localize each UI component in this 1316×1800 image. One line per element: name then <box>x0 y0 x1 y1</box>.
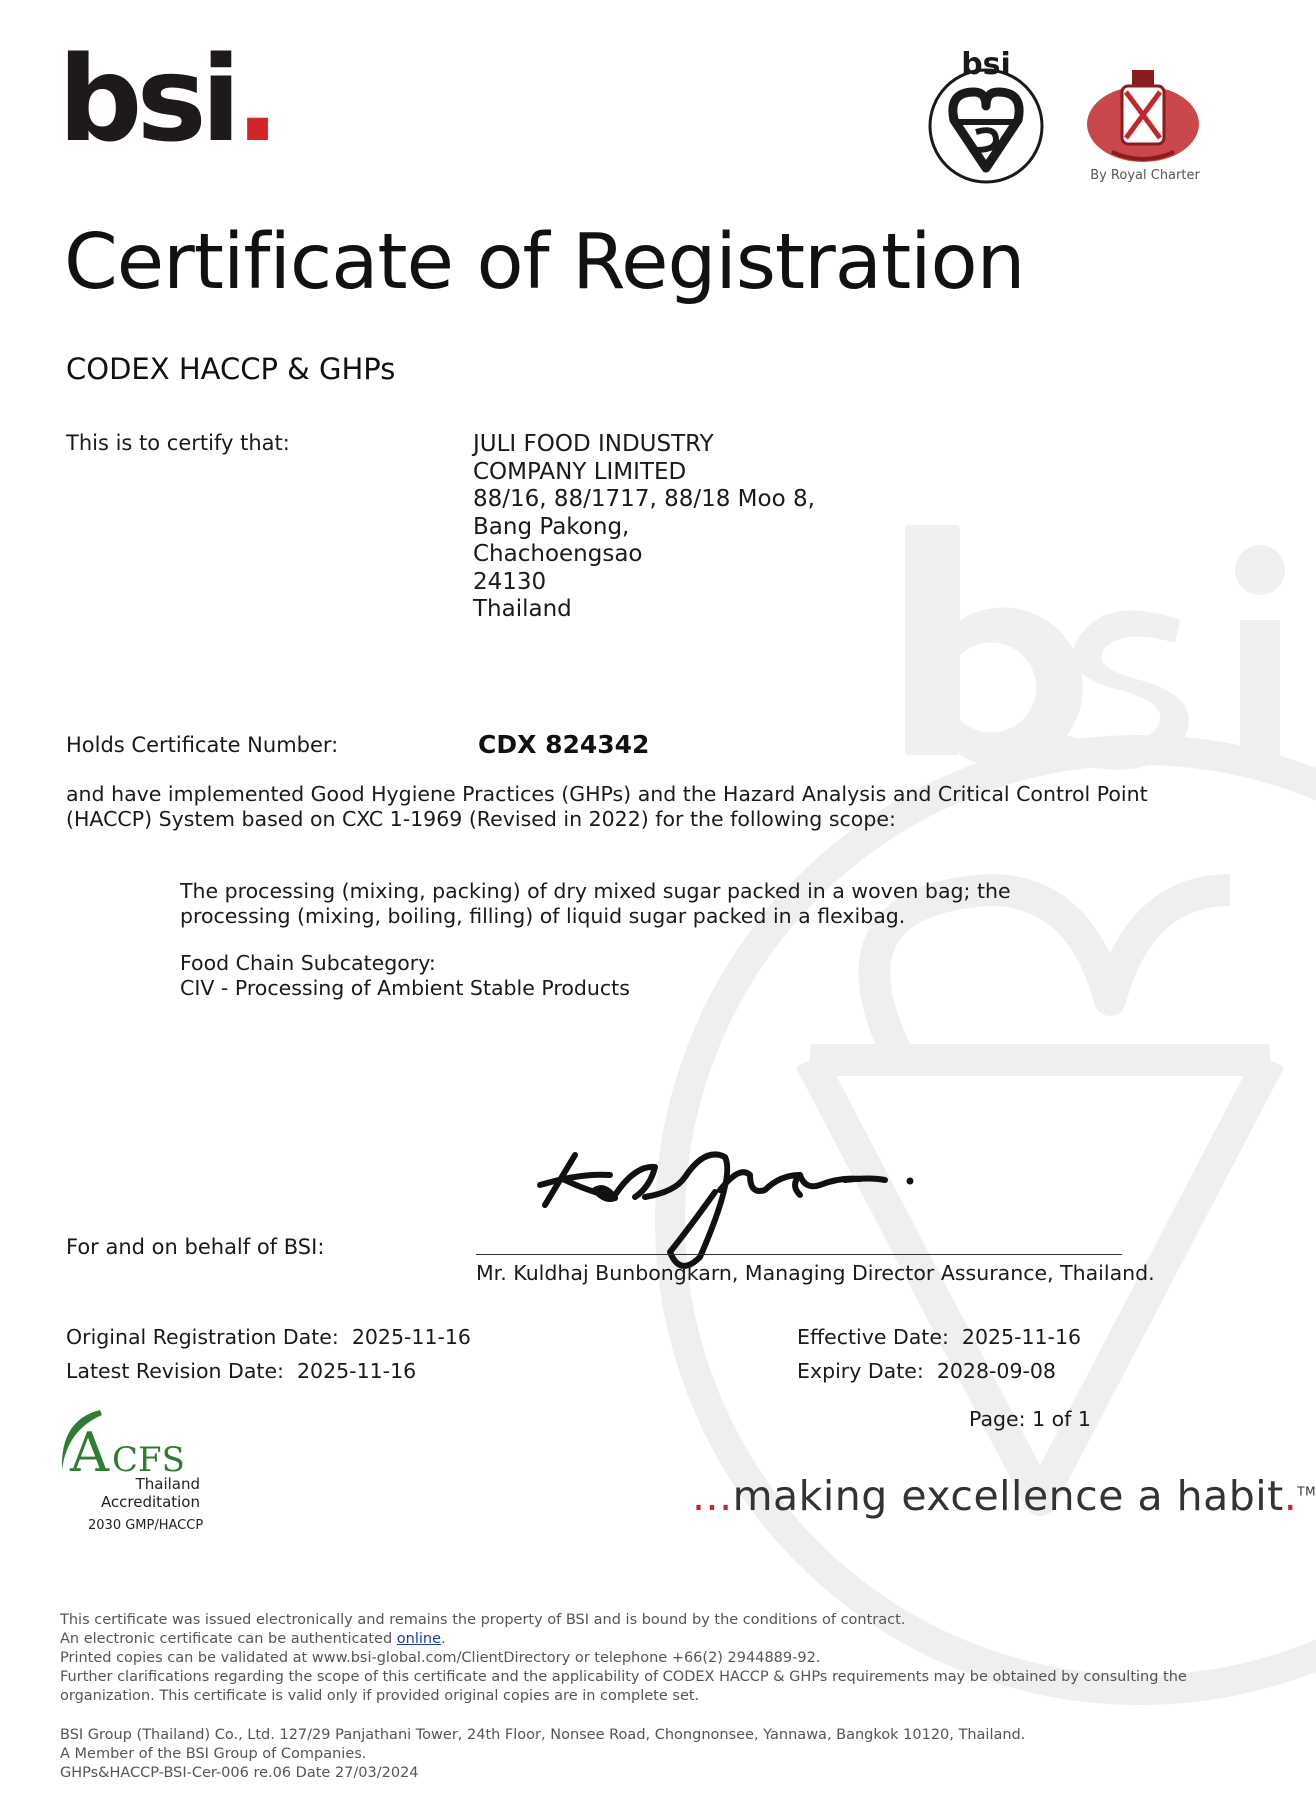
tagline-end-dot: . <box>1283 1472 1298 1520</box>
expiry-date <box>797 1359 1056 1383</box>
kitemark-label: bsi <box>961 47 1011 82</box>
footer-line-property: This certificate was issued electronically and remains the property of BSI and is bound by the conditions of contract. <box>60 1612 906 1628</box>
acfs-accreditation-word: Accreditation <box>100 1493 200 1511</box>
footer-line-authenticate: An electronic certificate can be authenticated online. <box>60 1631 446 1647</box>
footer-conditions <box>60 1611 1210 1706</box>
footer-line-form-code: GHPs&HACCP-BSI-Cer-006 re.06 Date 27/03/2024 <box>60 1765 419 1781</box>
expiry-date-value: 2028-09-08 <box>936 1359 1056 1383</box>
certify-label: This is to certify that: <box>66 431 290 455</box>
footer-company-info <box>60 1726 1210 1783</box>
royal-charter-label: By Royal Charter <box>1090 168 1200 183</box>
latest-revision-date <box>66 1359 416 1383</box>
acfs-logo-letters: CFS <box>112 1440 185 1480</box>
certificate-title: Certificate of Registration <box>64 218 1025 307</box>
subcategory-value: CIV - Processing of Ambient Stable Products <box>180 976 630 1000</box>
subcategory-label: Food Chain Subcategory: <box>180 951 436 975</box>
footer-line-address: BSI Group (Thailand) Co., Ltd. 127/29 Panjathani Tower, 24th Floor, Nonsee Road, Chongnonsee, Yannawa, Bangkok 10120, Thailand. <box>60 1727 1026 1743</box>
company-name-line-1: JULI FOOD INDUSTRY <box>473 431 714 457</box>
page-value: 1 of 1 <box>1032 1407 1091 1431</box>
authenticate-online-link[interactable]: online <box>396 1631 442 1647</box>
address-line-street: 88/16, 88/1717, 88/18 Moo 8, <box>473 486 815 512</box>
bsi-logo-dot: . <box>235 30 274 168</box>
latest-date-label: Latest Revision Date: <box>66 1359 284 1383</box>
latest-date-value: 2025-11-16 <box>297 1359 417 1383</box>
signatory-name: Mr. Kuldhaj Bunbongkarn, Managing Director Assurance, Thailand. <box>476 1261 1155 1285</box>
page-label: Page: <box>969 1407 1026 1431</box>
holds-certificate-label: Holds Certificate Number: <box>66 733 339 757</box>
standard-name: CODEX HACCP & GHPs <box>66 352 396 386</box>
original-registration-date <box>66 1325 471 1349</box>
address-line-country: Thailand <box>473 596 572 622</box>
certificate-number: CDX 824342 <box>478 730 650 759</box>
address-line-postcode: 24130 <box>473 568 547 595</box>
footer-line-validate: Printed copies can be validated at www.bsi-global.com/ClientDirectory or telephone +66(2) 2944889-92. <box>60 1650 821 1666</box>
implementation-statement: and have implemented Good Hygiene Practices (GHPs) and the Hazard Analysis and Critical Control Point (HACCP) System based on CXC 1-1969 (Revised in 2022) for the following scope: <box>66 782 1148 831</box>
company-address <box>473 431 815 624</box>
acfs-logo-letter-a: A <box>70 1421 109 1484</box>
effective-date-label: Effective Date: <box>797 1325 949 1349</box>
trademark-mark: TM <box>1297 1484 1316 1499</box>
footer-line-clarifications: Further clarifications regarding the scope of this certificate and the applicability of CODEX HACCP & GHPs requirements may be obtained by consulting the organization. This certificate is valid only if provided original copies are in complete set. <box>60 1669 1187 1704</box>
effective-date-value: 2025-11-16 <box>961 1325 1082 1349</box>
tagline-dots: ... <box>692 1472 733 1520</box>
kitemark-logo <box>924 47 1048 185</box>
expiry-date-label: Expiry Date: <box>797 1359 924 1383</box>
acfs-accreditation-logo <box>60 1405 210 1535</box>
acfs-country: Thailand <box>135 1475 200 1493</box>
handwritten-signature <box>535 1135 925 1265</box>
address-line-province: Chachoengsao <box>473 541 643 567</box>
bsi-logo: bsi. <box>58 30 274 168</box>
address-line-district: Bang Pakong, <box>473 513 630 540</box>
scope-text: The processing (mixing, packing) of dry mixed sugar packed in a woven bag; the processing (mixing, boiling, filling) of liquid sugar packed in a flexibag. <box>180 879 1011 928</box>
page-number <box>969 1407 1091 1431</box>
tagline-text: making excellence a habit <box>732 1472 1284 1520</box>
acfs-code: 2030 GMP/HACCP <box>88 1518 204 1533</box>
original-date-value: 2025-11-16 <box>351 1325 471 1349</box>
footer-line-member: A Member of the BSI Group of Companies. <box>60 1746 367 1762</box>
effective-date <box>797 1325 1081 1349</box>
on-behalf-label: For and on behalf of BSI: <box>66 1235 325 1259</box>
signature-line <box>476 1254 1122 1255</box>
company-name-line-2: COMPANY LIMITED <box>473 458 687 485</box>
royal-charter-crest-icon <box>1082 66 1204 166</box>
tagline <box>692 1472 1316 1520</box>
original-date-label: Original Registration Date: <box>66 1325 339 1349</box>
